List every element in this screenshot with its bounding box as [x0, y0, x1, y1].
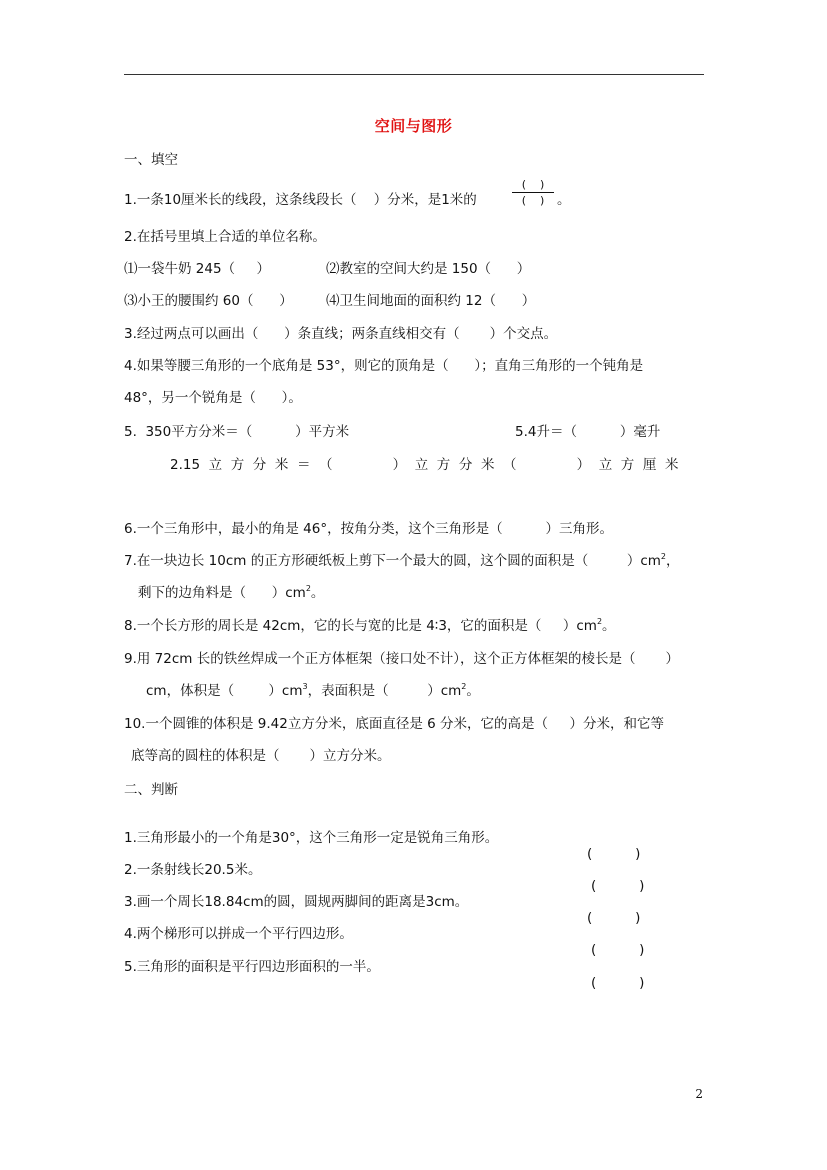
fraction-denominator: ( )	[521, 194, 545, 207]
judge-item-1: 1.三角形最小的一个角是30°，这个三角形一定是锐角三角形。 ( )	[124, 830, 641, 862]
question-9-line2: cm，体积是（ ）$cm^3$，表面积是（ ）$cm^2$。	[146, 682, 480, 699]
question-4-line1: 4.如果等腰三角形的一个底角是 53°，则它的顶角是（ ）；直角三角形的一个钝角是	[124, 358, 644, 374]
page-title: 空间与图形	[374, 117, 453, 135]
page-number: 2	[695, 1087, 703, 1101]
question-1-end: 。	[557, 192, 571, 208]
question-10-line2: 底等高的圆柱的体积是（ ）立方分米。	[131, 748, 391, 764]
question-10-line1: 10.一个圆锥的体积是 9.42立方分米，底面直径是 6 分米，它的高是（ ）分米，和它等	[124, 716, 664, 732]
question-2c: ⑶小王的腰围约 60（ ）	[124, 293, 293, 309]
question-5c: 2.15 立 方 分 米 ＝ （ ） 立 方 分 米 （ ） 立 方 厘 米	[170, 457, 679, 473]
fraction-bar	[512, 192, 554, 193]
question-2: 2.在括号里填上合适的单位名称。	[124, 229, 326, 245]
question-9-line1: 9.用 72cm 长的铁丝焊成一个正方体框架（接口处不计），这个正方体框架的棱长是（ ）	[124, 651, 680, 667]
answer-brackets: ( )	[591, 975, 645, 991]
section-judge-heading: 二、判断	[124, 782, 178, 798]
question-2a: ⑴一袋牛奶 245（ ）	[124, 261, 271, 277]
question-8: 8.一个长方形的周长是 42cm，它的长与宽的比是 4∶3，它的面积是（ ）$cm^2$。	[124, 617, 616, 634]
fraction-numerator: ( )	[521, 178, 545, 191]
question-2b: ⑵教室的空间大约是 150（ ）	[326, 261, 531, 277]
answer-brackets: ( )	[587, 910, 641, 926]
question-5a: 5. 350平方分米＝（ ）平方米	[124, 424, 350, 440]
judge-item-4: 4.两个梯形可以拼成一个平行四边形。 ( )	[124, 926, 645, 958]
question-3: 3.经过两点可以画出（ ）条直线；两条直线相交有（ ）个交点。	[124, 326, 558, 342]
answer-brackets: ( )	[591, 878, 645, 894]
question-6: 6.一个三角形中，最小的角是 46°，按角分类，这个三角形是（ ）三角形。	[124, 521, 614, 537]
section-fill-heading: 一、填空	[124, 152, 178, 168]
judge-item-3: 3.画一个周长18.84cm的圆，圆规两脚间的距离是3cm。 ( )	[124, 894, 641, 926]
question-7-line2: 剩下的边角料是（ ）$cm^2$。	[138, 584, 325, 601]
fraction	[510, 178, 556, 207]
question-1: 1.一条10厘米长的线段，这条线段长（ ）分米，是1米的	[124, 192, 477, 208]
judge-item-5: 5.三角形的面积是平行四边形面积的一半。 ( )	[124, 959, 645, 991]
question-5b: 5.4升＝（ ）毫升	[515, 424, 661, 440]
header-rule	[124, 74, 704, 75]
question-4-line2: 48°，另一个锐角是（ ）。	[124, 390, 302, 406]
answer-brackets: ( )	[587, 846, 641, 862]
question-7-line1: 7.在一块边长 10cm 的正方形硬纸板上剪下一个最大的圆，这个圆的面积是（ ）$cm^2$，	[124, 552, 680, 569]
question-2d: ⑷卫生间地面的面积约 12（ ）	[326, 293, 536, 309]
answer-brackets: ( )	[591, 942, 645, 958]
judge-item-2: 2.一条射线长20.5米。 ( )	[124, 862, 645, 894]
